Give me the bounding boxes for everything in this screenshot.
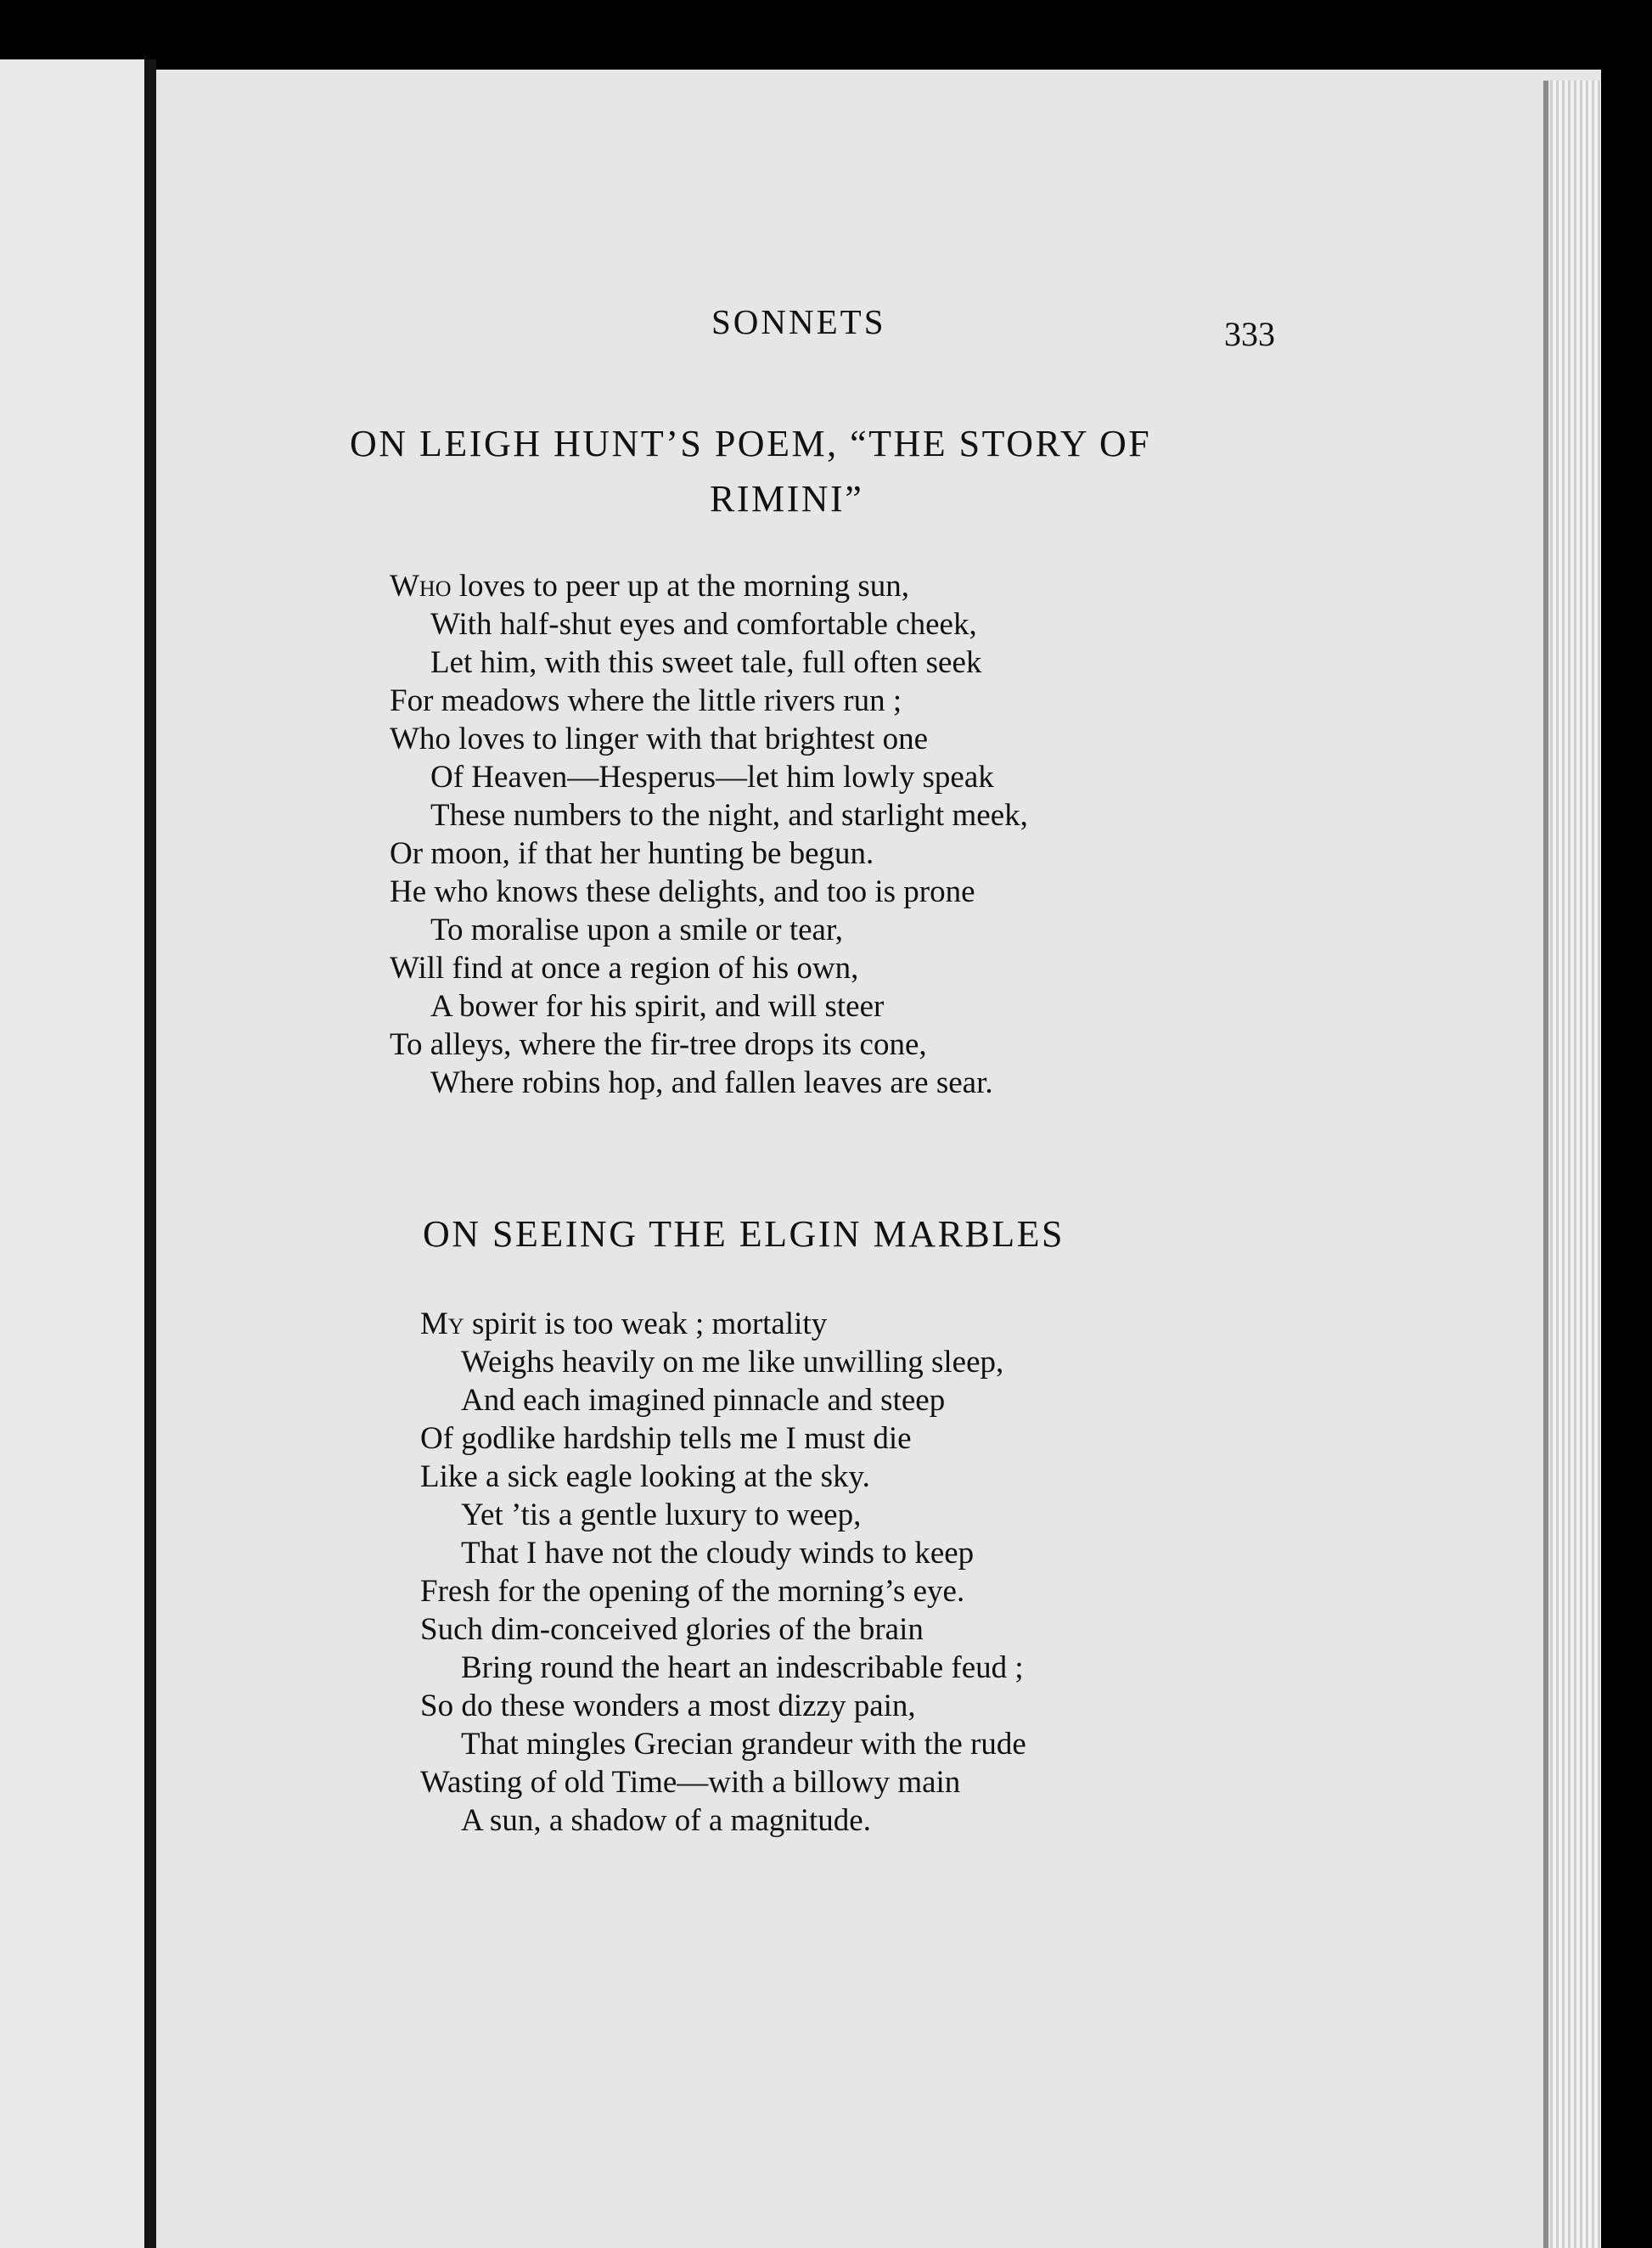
book-page [156, 70, 1601, 2248]
verse-line: That I have not the cloudy winds to keep [461, 1536, 975, 1571]
gutter-shadow [144, 59, 156, 2248]
verse-line: Let him, with this sweet tale, full often seek [430, 645, 982, 680]
verse-line: He who knows these delights, and too is prone [390, 874, 975, 909]
initial-word: Who [390, 569, 452, 604]
verse-line: That mingles Grecian grandeur with the rude [461, 1727, 1026, 1762]
verse-line: With half-shut eyes and comfortable cheek, [430, 607, 977, 642]
verse-line: Who loves to linger with that brightest one [390, 722, 929, 756]
verse-line: For meadows where the little rivers run ; [390, 683, 902, 718]
page-number: 333 [1224, 315, 1275, 353]
sonnet-2 [420, 1305, 1026, 1840]
running-head: SONNETS [711, 302, 886, 341]
verse-line: Weighs heavily on me like unwilling sleep, [461, 1345, 1004, 1380]
verse-line: Of Heaven—Hesperus—let him lowly speak [430, 760, 994, 795]
facing-page [0, 59, 151, 2248]
verse-line: Of godlike hardship tells me I must die [420, 1421, 912, 1456]
verse-line: Like a sick eagle looking at the sky. [420, 1459, 870, 1494]
verse-line: Or moon, if that her hunting be begun. [390, 836, 874, 871]
sonnet-1 [390, 567, 1028, 1102]
verse-line: Wasting of old Time—with a billowy main [420, 1765, 961, 1800]
initial-word: My [420, 1307, 464, 1341]
verse-line: Will find at once a region of his own, [390, 951, 859, 986]
page-edges [1550, 81, 1601, 2248]
verse-line: These numbers to the night, and starlight meek, [430, 798, 1028, 833]
verse-line: To alleys, where the fir-tree drops its cone, [390, 1027, 927, 1062]
verse-line: Yet ’tis a gentle luxury to weep, [461, 1498, 862, 1532]
verse-line: Such dim-conceived glories of the brain [420, 1612, 924, 1647]
verse-line: Where robins hop, and fallen leaves are sear. [430, 1065, 993, 1100]
verse-line: So do these wonders a most dizzy pain, [420, 1689, 916, 1723]
poem-title-1-line-2: RIMINI” [710, 478, 864, 520]
verse-line: Who loves to peer up at the morning sun, [390, 569, 909, 604]
verse-line: And each imagined pinnacle and steep [461, 1383, 946, 1418]
page-edge-line [1543, 81, 1548, 2248]
poem-title-2: ON SEEING THE ELGIN MARBLES [423, 1213, 1065, 1255]
verse-line: To moralise upon a smile or tear, [430, 913, 844, 947]
poem-title-1-line-1: ON LEIGH HUNT’S POEM, “THE STORY OF [350, 423, 1152, 464]
verse-line: Fresh for the opening of the morning’s eye. [420, 1574, 965, 1609]
verse-line: A sun, a shadow of a magnitude. [461, 1803, 871, 1838]
verse-line: A bower for his spirit, and will steer [430, 989, 885, 1024]
verse-line: Bring round the heart an indescribable feud ; [461, 1650, 1024, 1685]
verse-line: My spirit is too weak ; mortality [420, 1307, 828, 1341]
